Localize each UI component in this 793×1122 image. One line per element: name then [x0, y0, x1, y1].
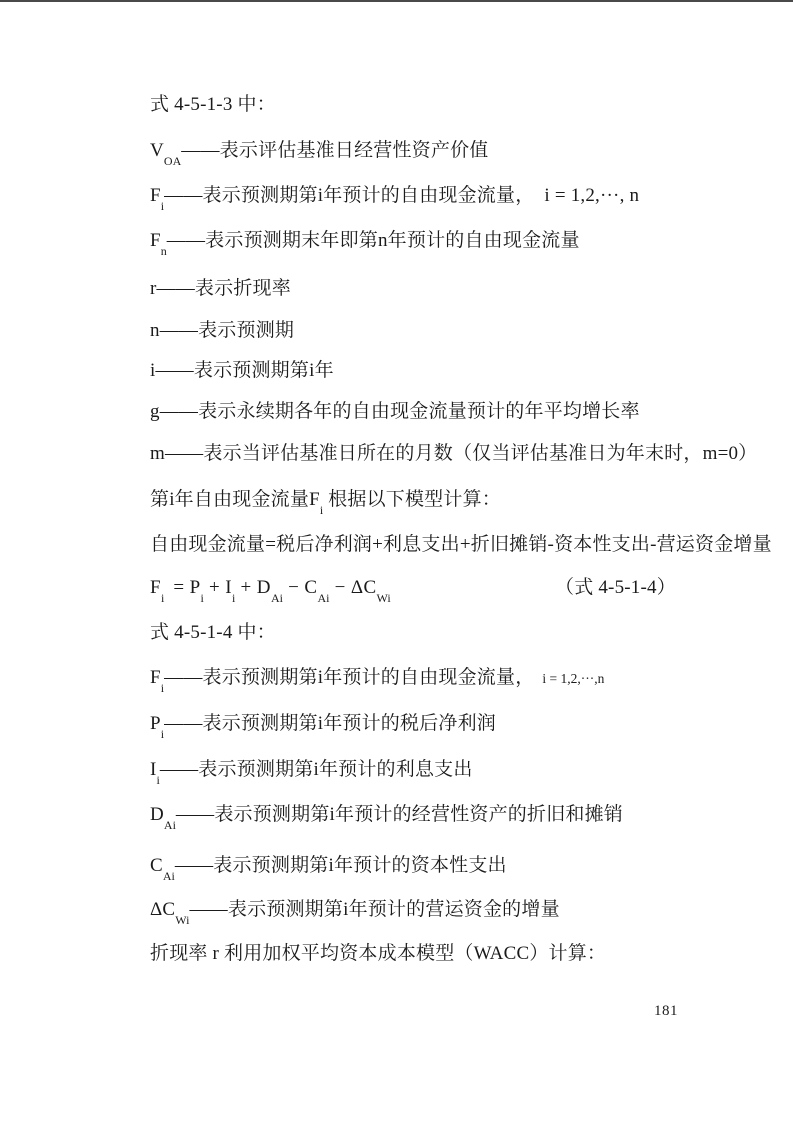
definition-text: ——表示预测期第i年预计的营运资金的增量 [189, 899, 560, 920]
wacc-intro-text: 折现率 r 利用加权平均资本成本模型（WACC）计算： [150, 943, 607, 964]
term-sub: Ai [270, 590, 283, 605]
symbol-base: D [150, 804, 164, 825]
definition-line-fn [150, 230, 580, 258]
symbol-base: C [150, 855, 163, 876]
definition-line-voa [150, 140, 489, 168]
term-base: + D [235, 577, 271, 598]
term-sub: i [200, 590, 204, 605]
symbol-voa [150, 140, 182, 168]
symbol-cai [150, 855, 175, 883]
fcf-equation-text-line [150, 534, 772, 556]
definition-text: ——表示当评估基准日所在的月数（仅当评估基准日为年末时，m=0） [164, 443, 758, 464]
intro-text: 式 4-5-1-3 中： [150, 94, 276, 115]
symbol-dcwi [150, 899, 190, 927]
formula-453-intro [150, 94, 276, 116]
symbol-base: ΔC [150, 899, 176, 920]
definition-text: ——表示折现率 [156, 278, 291, 299]
symbol-base: F [150, 667, 161, 688]
term-base: F [150, 577, 161, 598]
definition-text: ——表示预测期末年即第n年预计的自由现金流量 [166, 230, 580, 251]
definition-text: ——表示预测期第i年预计的税后净利润 [164, 713, 497, 734]
definition-line-pi [150, 713, 497, 741]
symbol-sub: Ai [162, 868, 175, 883]
symbol-pi [150, 713, 165, 741]
definition-tail-small: i = 1,2,···,n [542, 671, 605, 686]
symbol-base: n [150, 320, 160, 341]
term-sub: i [232, 590, 236, 605]
formula-term-f [150, 577, 165, 605]
definition-text: ——表示永续期各年的自由现金流量预计的年平均增长率 [159, 401, 640, 422]
term-sub: i [160, 590, 165, 605]
symbol-base: r [150, 278, 157, 299]
symbol-fn [150, 230, 167, 258]
symbol-sub: i [319, 502, 324, 517]
definition-text: ——表示预测期第i年预计的自由现金流量， [164, 667, 535, 688]
definition-line-m [150, 443, 757, 465]
definition-text: ——表示预测期第i年 [155, 360, 334, 381]
term-sub: Wi [376, 590, 391, 605]
definition-text: ——表示预测期第i年预计的利息支出 [159, 759, 473, 780]
symbol-base: F [150, 185, 161, 206]
term-base: + I [203, 577, 233, 598]
symbol-sub: i [160, 680, 165, 695]
symbol-base: m [150, 443, 165, 464]
formula-454-line [150, 577, 676, 605]
model-intro-pre: 第i年自由现金流量 [150, 489, 310, 510]
fcf-equation-text: 自由现金流量=税后净利润+利息支出+折旧摊销-资本性支出-营运资金增量 [150, 534, 772, 555]
symbol-fi-inline [309, 489, 324, 517]
formula-term-d [235, 577, 283, 605]
model-intro-post: 根据以下模型计算： [323, 489, 501, 510]
wacc-intro-line [150, 943, 606, 965]
formula-term-p [173, 577, 204, 605]
formula-term-i [203, 577, 236, 605]
definition-line-fi2 [150, 667, 605, 695]
definition-line-cai [150, 855, 507, 883]
definition-text: ——表示预测期第i年预计的自由现金流量， [164, 185, 535, 206]
symbol-sub: n [160, 243, 167, 258]
definition-line-i [150, 360, 334, 382]
symbol-sub: i [160, 726, 165, 741]
symbol-sub: Ai [163, 817, 176, 832]
symbol-sub: Wi [175, 912, 190, 927]
definition-tail: i = 1,2,···, n [544, 185, 640, 206]
symbol-base: F [150, 230, 161, 251]
definition-line-dai [150, 804, 624, 832]
definition-line-dcwi [150, 899, 560, 927]
definition-text: ——表示预测期第i年预计的经营性资产的折旧和摊销 [175, 804, 624, 825]
definition-text: ——表示评估基准日经营性资产价值 [181, 140, 489, 161]
definition-line-fi [150, 185, 640, 213]
symbol-m [150, 443, 165, 464]
formula-term-c [282, 577, 330, 605]
term-base: = P [173, 577, 201, 598]
formula-term-dcw [329, 577, 391, 605]
symbol-base: V [150, 140, 164, 161]
symbol-base: g [150, 401, 160, 422]
definition-line-r [150, 278, 291, 300]
term-base: − C [282, 577, 318, 598]
symbol-dai [150, 804, 176, 832]
formula-number-tag: （式 4-5-1-4） [555, 577, 676, 598]
definition-line-n [150, 320, 294, 342]
intro-text: 式 4-5-1-4 中： [150, 622, 276, 643]
page-top-scan-line [0, 0, 793, 2]
definition-line-g [150, 401, 640, 423]
symbol-base: i [150, 360, 156, 381]
term-base: − ΔC [329, 577, 377, 598]
definition-line-ii [150, 759, 473, 787]
term-sub: Ai [317, 590, 330, 605]
symbol-fi [150, 667, 165, 695]
symbol-ii [150, 759, 160, 787]
model-intro-line [150, 489, 501, 517]
symbol-sub: i [156, 772, 160, 787]
symbol-base: P [150, 713, 161, 734]
symbol-base: F [309, 489, 320, 510]
symbol-n [150, 320, 160, 341]
symbol-g [150, 401, 160, 422]
formula-454-intro [150, 622, 276, 644]
symbol-sub: OA [163, 153, 182, 168]
symbol-sub: i [160, 198, 165, 213]
symbol-base: I [150, 759, 157, 780]
definition-text: ——表示预测期 [159, 320, 295, 341]
definition-text: ——表示预测期第i年预计的资本性支出 [174, 855, 507, 876]
symbol-fi [150, 185, 165, 213]
page-number: 181 [654, 1003, 678, 1019]
